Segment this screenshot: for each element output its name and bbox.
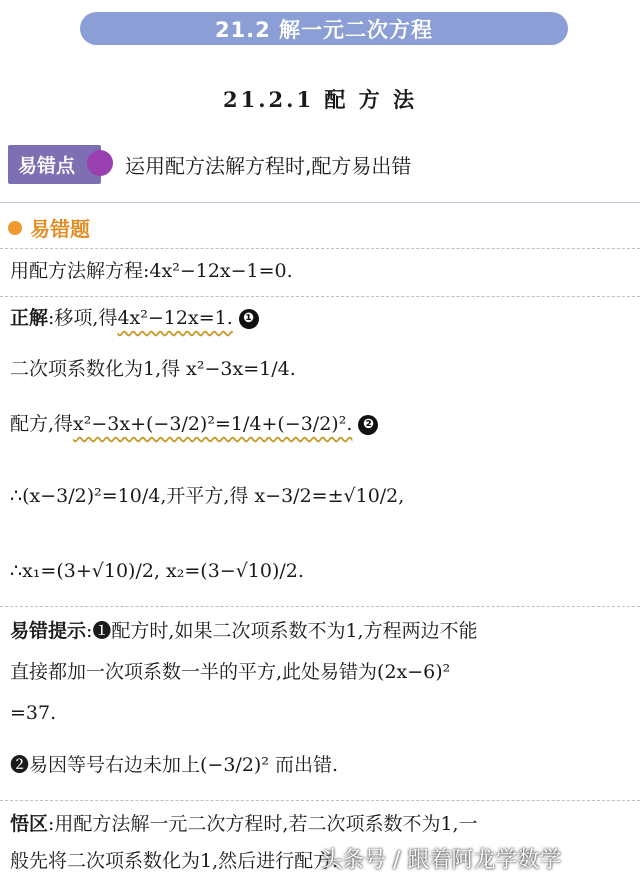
error-point-tag bbox=[8, 145, 101, 184]
step1-equation: 4x²−12x=1. bbox=[117, 307, 233, 329]
badge-2-icon: ❷ bbox=[358, 415, 378, 435]
error-point-text: 运用配方法解方程时,配方易出错 bbox=[125, 153, 412, 178]
orange-dot-icon bbox=[8, 221, 22, 235]
hint-label: 易错提示 bbox=[10, 620, 87, 642]
badge-1-icon: ❶ bbox=[239, 309, 259, 329]
step3-equation: x²−3x+(−3/2)²=1/4+(−3/2)². bbox=[73, 413, 353, 435]
divider bbox=[0, 296, 640, 297]
hint-text-1: :❶配方时,如果二次项系数不为1,方程两边不能 bbox=[86, 620, 478, 642]
section-title-banner bbox=[80, 12, 568, 45]
subsection-title: 21.2.1 配 方 法 bbox=[222, 87, 417, 112]
purple-dot-icon bbox=[87, 150, 113, 176]
solution-step-4: ∴(x−3/2)²=10/4,开平方,得 x−3/2=±√10/2, bbox=[10, 485, 405, 507]
section-title: 21.2 解一元二次方程 bbox=[214, 17, 434, 42]
step3-prefix: 配方,得 bbox=[10, 413, 74, 435]
error-point-label: 易错点 bbox=[18, 154, 76, 177]
hint-line-3: =37. bbox=[10, 702, 57, 724]
solution-step-2: 二次项系数化为1,得 x²−3x=1/4. bbox=[10, 358, 296, 380]
solution-label: 正解 bbox=[10, 307, 49, 329]
step1-prefix: :移项,得 bbox=[48, 307, 118, 329]
watermark: 头条号 / 跟着阿龙学数学 bbox=[320, 848, 562, 873]
solution-step-3 bbox=[10, 415, 378, 435]
category-label: 易错题 bbox=[30, 217, 90, 241]
divider bbox=[0, 202, 640, 203]
insight-text-1: :用配方法解一元二次方程时,若二次项系数不为1,一 bbox=[48, 813, 478, 835]
hint-line-4: ❷易因等号右边未加上(−3/2)² 而出错. bbox=[10, 754, 339, 776]
solution-step-5: ∴x₁=(3+√10)/2, x₂=(3−√10)/2. bbox=[10, 560, 304, 582]
divider bbox=[0, 606, 640, 607]
divider bbox=[0, 800, 640, 801]
insight-line-1 bbox=[10, 815, 478, 834]
divider bbox=[0, 248, 640, 249]
category-heading bbox=[8, 213, 90, 242]
hint-line-2: 直接都加一次项系数一半的平方,此处易错为(2x−6)² bbox=[10, 661, 451, 683]
insight-label: 悟区 bbox=[10, 813, 49, 835]
hint-line-1 bbox=[10, 622, 478, 641]
error-point-row bbox=[0, 143, 640, 185]
problem-statement: 用配方法解方程:4x²−12x−1=0. bbox=[10, 260, 293, 282]
solution-step-1 bbox=[10, 309, 259, 329]
insight-line-2: 般先将二次项系数化为1,然后进行配方. bbox=[10, 850, 339, 872]
